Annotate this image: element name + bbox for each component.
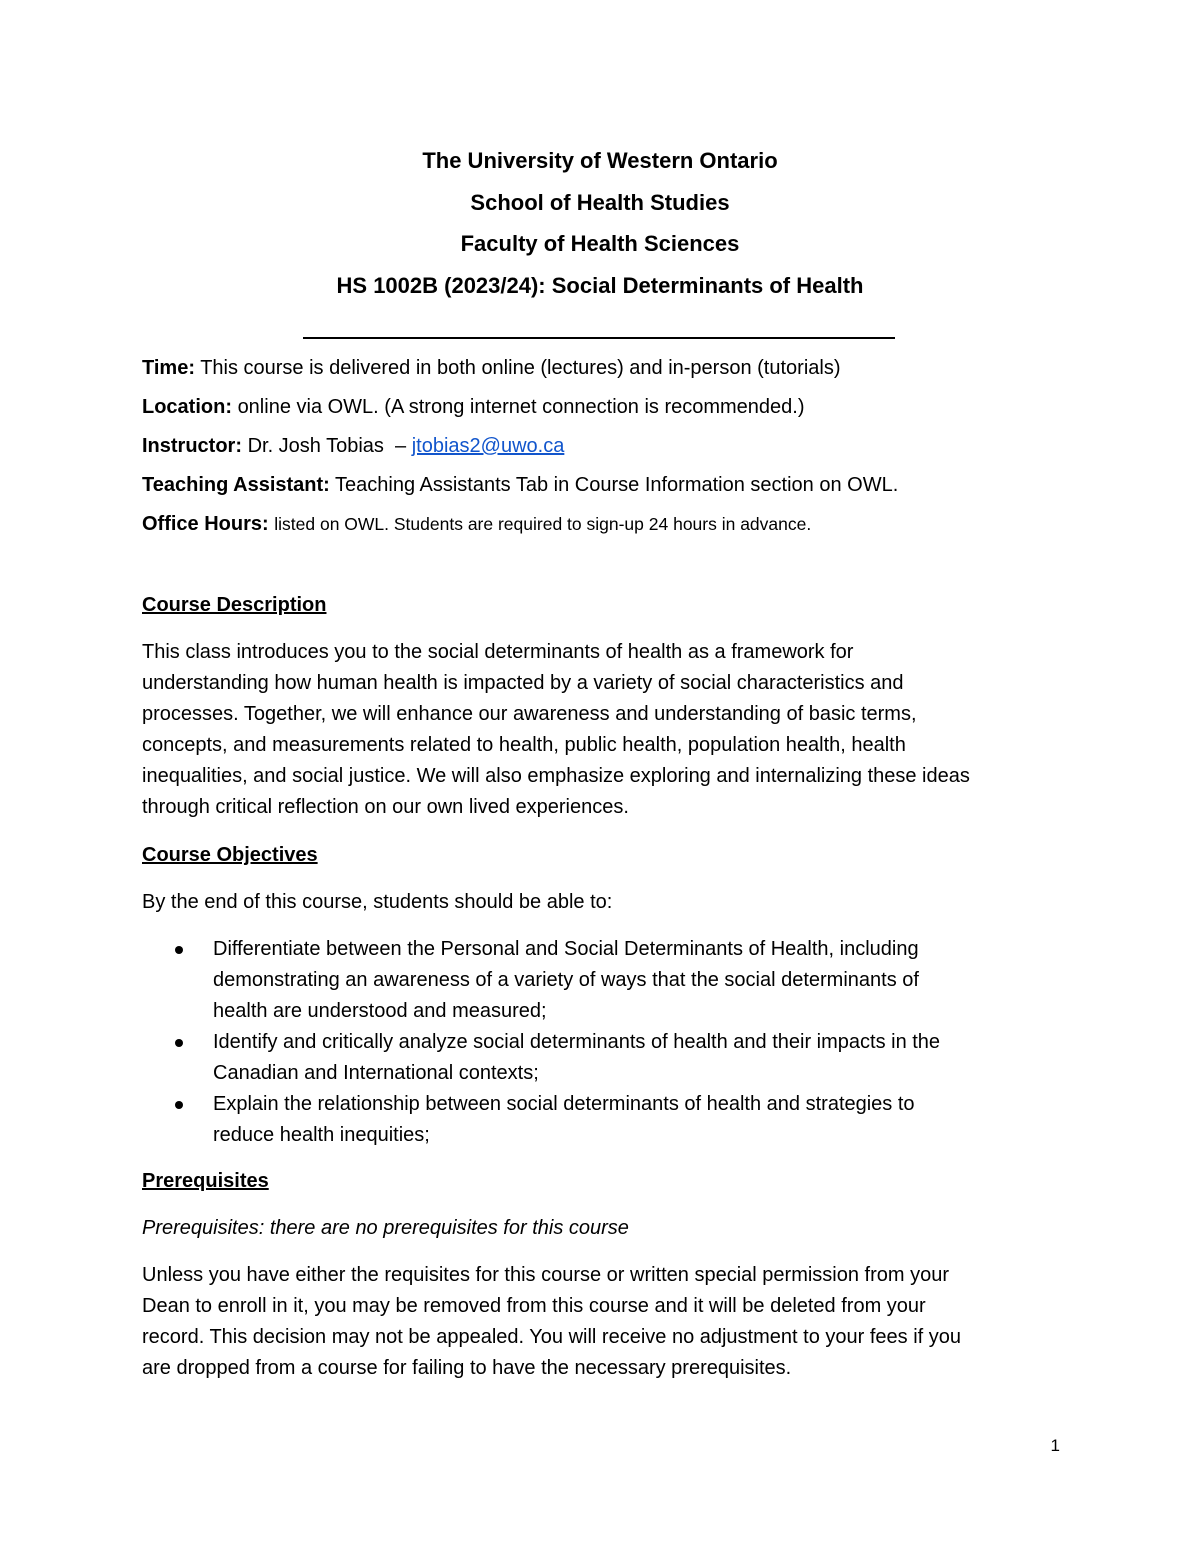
paragraph-line: This class introduces you to the social determinants of health as a framework for [142, 641, 854, 663]
office-hours-row [142, 505, 1102, 544]
objectives-intro: By the end of this course, students should be able to: [142, 891, 613, 913]
list-item-line: demonstrating an awareness of a variety of ways that the social determinants of [213, 969, 919, 991]
office-hours-value: listed on OWL. Students are required to sign-up 24 hours in advance. [274, 514, 812, 534]
list-item [142, 1027, 1072, 1089]
course-description-text [142, 637, 1072, 823]
paragraph-line: record. This decision may not be appealed. You will receive no adjustment to your fees if you [142, 1326, 961, 1348]
ta-label: Teaching Assistant: [142, 474, 330, 496]
document-header [0, 140, 1200, 306]
paragraph-line: processes. Together, we will enhance our awareness and understanding of basic terms, [142, 703, 917, 725]
list-item-line: Identify and critically analyze social determinants of health and their impacts in the [213, 1031, 941, 1053]
list-item [142, 934, 1072, 1027]
document-body [142, 590, 1072, 1384]
course-objectives-heading: Course Objectives [142, 844, 318, 866]
bullet-icon [175, 1101, 183, 1109]
instructor-label: Instructor: [142, 435, 242, 457]
time-label: Time: [142, 357, 195, 379]
instructor-email-link[interactable]: jtobias2@uwo.ca [411, 435, 565, 457]
time-value: This course is delivered in both online (lectures) and in-person (tutorials) [200, 357, 841, 379]
header-divider [303, 337, 895, 339]
paragraph-line: Unless you have either the requisites for this course or written special permission from your [142, 1264, 950, 1286]
list-item [142, 1089, 1072, 1151]
bullet-icon [175, 1039, 183, 1047]
list-item-line: health are understood and measured; [213, 1000, 547, 1022]
instructor-value: Dr. Josh Tobias – [247, 435, 407, 457]
page-number: 1 [1050, 1436, 1060, 1455]
prerequisites-text [142, 1260, 1072, 1384]
location-value: online via OWL. (A strong internet connection is recommended.) [237, 396, 805, 418]
list-item-line: Canadian and International contexts; [213, 1062, 539, 1084]
location-row [142, 388, 1102, 427]
course-info [142, 349, 1102, 544]
ta-row [142, 466, 1102, 505]
paragraph-line: concepts, and measurements related to health, public health, population health, health [142, 734, 906, 756]
list-item-line: Explain the relationship between social determinants of health and strategies to [213, 1093, 915, 1115]
university-name: The University of Western Ontario [422, 148, 778, 173]
prerequisites-heading: Prerequisites [142, 1170, 269, 1192]
list-item-line: reduce health inequities; [213, 1124, 430, 1146]
ta-value: Teaching Assistants Tab in Course Information section on OWL. [335, 474, 899, 496]
time-row [142, 349, 1102, 388]
faculty-name: Faculty of Health Sciences [460, 231, 740, 256]
school-name: School of Health Studies [470, 189, 730, 215]
location-label: Location: [142, 396, 232, 418]
paragraph-line: through critical reflection on our own lived experiences. [142, 796, 629, 818]
paragraph-line: understanding how human health is impacted by a variety of social characteristics and [142, 672, 904, 694]
prerequisites-note: Prerequisites: there are no prerequisites for this course [142, 1217, 629, 1239]
course-description-heading: Course Description [142, 594, 327, 616]
paragraph-line: inequalities, and social justice. We will also emphasize exploring and internalizing these ideas [142, 765, 970, 787]
office-hours-label: Office Hours: [142, 513, 269, 535]
instructor-row [142, 427, 1102, 466]
paragraph-line: Dean to enroll in it, you may be removed from this course and it will be deleted from your [142, 1295, 926, 1317]
course-title: HS 1002B (2023/24): Social Determinants of Health [336, 272, 864, 298]
objectives-list [142, 934, 1072, 1151]
paragraph-line: are dropped from a course for failing to have the necessary prerequisites. [142, 1357, 792, 1379]
bullet-icon [175, 946, 183, 954]
list-item-line: Differentiate between the Personal and Social Determinants of Health, including [213, 938, 919, 960]
